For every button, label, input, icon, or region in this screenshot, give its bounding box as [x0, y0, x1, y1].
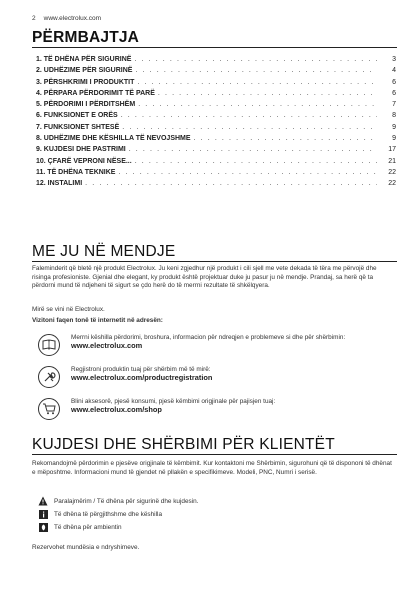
item-description: Regjistroni produktin tuaj për shërbim më të mirë: — [71, 366, 211, 373]
toc-item[interactable] — [36, 169, 396, 180]
care-text: Rekomandojmë përdorimin e pjesëve origjinale të këmbimit. Kur kontaktoni me Shërbimin, sigurohuni që të dispononi të dhënat e mëposhtme. Informacioni mund të gjendet në pllakën e specifikimeve. Modeli, PNC, Numri i serisë. — [32, 460, 392, 476]
warning-icon — [38, 496, 48, 506]
mind-divider — [32, 261, 397, 262]
toc-item[interactable] — [36, 180, 396, 191]
legend-info — [38, 509, 162, 519]
toc-item-page: 9 — [392, 135, 396, 143]
site-url[interactable]: www.electrolux.com — [43, 15, 102, 22]
item-url[interactable]: www.electrolux.com — [71, 341, 143, 351]
toc-item-page: 3 — [392, 56, 396, 63]
toc-item-page: 9 — [392, 123, 396, 131]
toc-leader — [134, 56, 377, 63]
toc-item-label: 9. KUJDESI DHE PASTRIMI — [36, 146, 126, 154]
toc-item-label: 4. PËRPARA PËRDORIMIT TË PARË — [36, 89, 155, 97]
toc-leader — [122, 124, 377, 131]
item-description: Blini aksesorë, pjesë konsumi, pjesë këmbimi origjinale për pajisjen tuaj: — [71, 398, 276, 405]
toc-leader — [135, 67, 377, 74]
cart-icon — [38, 398, 60, 420]
intro-text: Faleminderit që bletë një produkt Electrolux. Ju keni zgjedhur një produkt i cili sjell me vete dekada të tëra me përvojë dhe risinga profesioniste. Gjenial dhe elegant, ky produkt është projektuar duke ju pasur ju në mendje. Prandaj, sa herë që ta përdorni mund të ndjeheni të sigurt se çdo herë do të merrni rezultate të shkëlqyera. — [32, 265, 377, 290]
toc-leader — [194, 135, 377, 142]
toc-item-label: 10. ÇFARË VEPRONI NËSE... — [36, 157, 132, 165]
toc-item-label: 6. FUNKSIONET E ORËS — [36, 112, 118, 120]
toc-item[interactable] — [36, 67, 396, 78]
book-icon — [38, 334, 60, 356]
toc-item-page: 7 — [392, 101, 396, 109]
toc-item-label: 7. FUNKSIONET SHTESË — [36, 123, 120, 131]
item-description: Merrni këshilla përdorimi, broshura, informacion për ndreqjen e problemeve si dhe për shërbimin: — [71, 334, 346, 341]
toc-item[interactable] — [36, 101, 396, 112]
info-item-shop — [38, 398, 381, 420]
toc-item-label: 8. UDHËZIME DHE KËSHILLA TË NEVOJSHME — [36, 135, 191, 143]
toc-leader — [138, 101, 377, 108]
toc-item-page: 17 — [388, 146, 396, 154]
toc-leader — [158, 90, 377, 97]
visit-text: Vizitoni faqen tonë të internetit në adresën: — [32, 317, 163, 324]
toc-item-label: 11. TË DHËNA TEKNIKE — [36, 168, 116, 176]
toc-leader — [137, 79, 377, 86]
info-icon — [38, 509, 48, 519]
legend-environment — [38, 522, 122, 532]
page-number: 2 — [32, 15, 36, 22]
toc-title: PËRMBAJTJA — [32, 29, 140, 46]
toc-item-page: 22 — [388, 168, 396, 176]
toc-item[interactable] — [36, 112, 396, 123]
wrench-icon — [38, 366, 60, 388]
care-divider — [32, 454, 397, 455]
toc-divider — [32, 47, 397, 48]
toc-item[interactable] — [36, 90, 396, 101]
toc-item-page: 6 — [392, 89, 396, 97]
toc-item-page: 22 — [388, 180, 396, 188]
info-item-manuals — [38, 334, 381, 356]
toc-item-page: 4 — [392, 67, 396, 75]
toc-item-page: 21 — [388, 157, 396, 165]
section-title-care: KUJDESI DHE SHËRBIMI PËR KLIENTËT — [32, 436, 335, 453]
item-url[interactable]: www.electrolux.com/productregistration — [71, 373, 213, 383]
toc-item[interactable] — [36, 146, 396, 157]
toc-item[interactable] — [36, 135, 396, 146]
environment-icon — [38, 522, 48, 532]
legend-label: Të dhëna për ambientin — [54, 523, 122, 531]
legend-label: Të dhëna të përgjithshme dhe këshilla — [54, 510, 162, 518]
toc-item[interactable] — [36, 56, 396, 67]
section-title-mind: ME JU NË MENDJE — [32, 243, 176, 260]
toc-leader — [85, 180, 377, 187]
toc-item-label: 12. INSTALIMI — [36, 180, 83, 188]
toc-leader — [129, 146, 377, 153]
toc-item-label: 1. TË DHËNA PËR SIGURINË — [36, 56, 132, 63]
toc-leader — [135, 158, 377, 165]
welcome-text: Mirë se vini në Electrolux. — [32, 306, 105, 313]
toc-item-page: 8 — [392, 112, 396, 120]
info-item-registration — [38, 366, 381, 388]
toc-item-page: 6 — [392, 78, 396, 86]
footer-note: Rezervohet mundësia e ndryshimeve. — [32, 544, 140, 551]
toc-leader — [118, 169, 377, 176]
page-header — [32, 15, 101, 22]
toc-item[interactable] — [36, 158, 396, 169]
toc-item-label: 2. UDHËZIME PËR SIGURINË — [36, 67, 133, 75]
legend-warning — [38, 496, 198, 506]
legend-label: Paralajmërim / Të dhëna për sigurinë dhe kujdesin. — [54, 497, 199, 505]
toc-item[interactable] — [36, 124, 396, 135]
toc-item-label: 5. PËRDORIMI I PËRDITSHËM — [36, 101, 136, 109]
table-of-contents — [36, 56, 396, 192]
toc-item[interactable] — [36, 79, 396, 90]
item-url[interactable]: www.electrolux.com/shop — [71, 405, 162, 415]
toc-item-label: 3. PËRSHKRIMI I PRODUKTIT — [36, 78, 135, 86]
toc-leader — [121, 112, 377, 119]
